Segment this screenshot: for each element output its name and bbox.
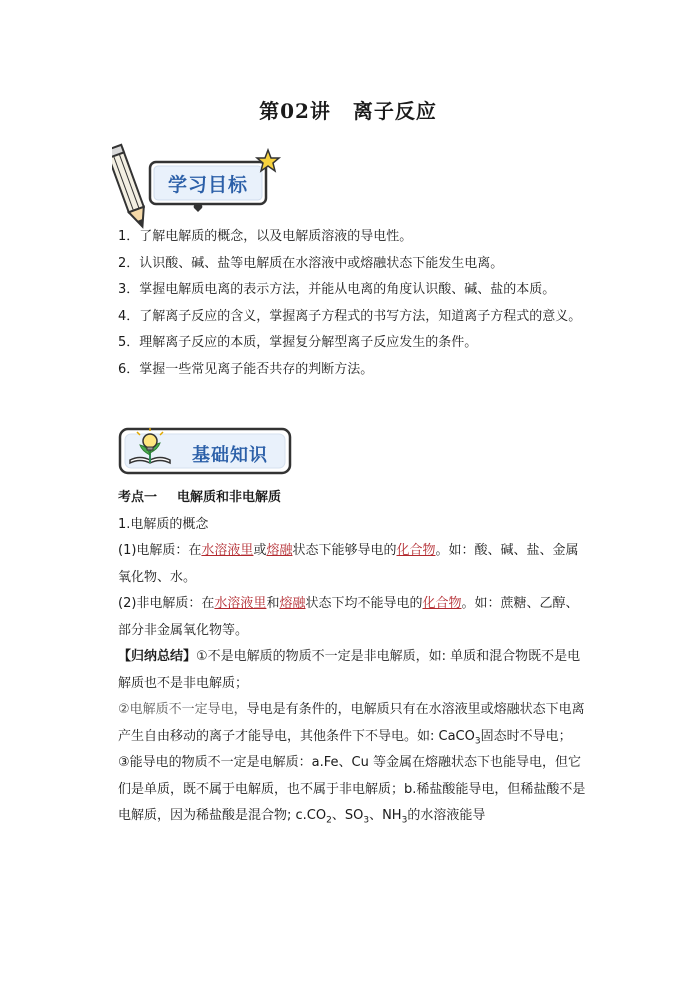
text-segment: (1)电解质：在: [118, 543, 202, 558]
text-segment: 固态时不导电；: [480, 728, 572, 744]
basics-badge: [118, 425, 294, 477]
objective-item: 1．了解电解质的概念，以及电解质溶液的导电性。: [118, 229, 413, 244]
lesson-topic: 离子反应: [352, 99, 437, 123]
summary-point-2: [118, 697, 588, 750]
subscript: 3: [401, 815, 408, 826]
key-point-heading: [118, 485, 588, 512]
objectives-list: [118, 224, 588, 383]
text-segment: ②电解质不一定导电，: [118, 702, 247, 717]
summary-label: 【归纳总结】: [118, 649, 197, 664]
keyword-underlined: 熔融: [279, 596, 306, 611]
nonelectrolyte-definition: [118, 591, 588, 644]
keyword-underlined: 水溶液里: [214, 596, 267, 611]
keyword-underlined: 水溶液里: [201, 543, 254, 558]
key-point-title: 电解质和非电解质: [177, 490, 282, 505]
keyword-underlined: 化合物: [422, 596, 462, 611]
text-segment: 。如：酸、碱、盐、金属氧化物、水。: [118, 543, 579, 585]
text-segment: 的水溶液能导: [407, 808, 486, 823]
objective-item: 5．理解离子反应的本质，掌握复分解型离子反应发生的条件。: [118, 335, 478, 350]
objective-item: 4．了解离子反应的含义，掌握离子方程式的书写方法，知道离子方程式的意义。: [118, 308, 582, 324]
objectives-badge: [112, 142, 282, 232]
subscript: 2: [326, 815, 332, 826]
text-segment: 和: [266, 596, 280, 611]
lesson-number: 第02讲: [259, 99, 331, 123]
text-segment: (2)非电解质：在: [118, 596, 215, 611]
summary-point-3: [118, 750, 588, 830]
summary-point-1: [118, 644, 588, 697]
electrolyte-definition: [118, 538, 588, 591]
subscript: 3: [474, 736, 481, 747]
text-segment: 。如：蔗糖、乙醇、部分非金属氧化物等。: [118, 596, 579, 638]
concept-heading: 1.电解质的概念: [118, 516, 209, 532]
text-segment: 状态下均不能导电的: [305, 596, 423, 611]
text-segment: 、NH: [369, 808, 402, 823]
text-segment: ③能导电的物质不一定是电解质：a.Fe、Cu 等金属在熔融状态下也能导电，但它们是单质，既不属于电解质，也不属于非电解质；b.稀盐酸能导电，但稀盐酸不是电解质，因为稀盐酸是混合物; c.CO: [118, 755, 586, 823]
subscript: 3: [363, 815, 370, 826]
text-segment: 或: [253, 543, 267, 558]
objective-item: 6．掌握一些常见离子能否共存的判断方法。: [118, 361, 374, 377]
content-body: [118, 485, 588, 830]
objective-item: 3．掌握电解质电离的表示方法，并能从电离的角度认识酸、碱、盐的本质。: [118, 282, 556, 297]
text-segment: 导电是有条件的，电解质只有在水溶液里或熔融状态下电离产生自由移动的离子才能导电，其他条件下不导电。如: CaCO: [118, 702, 585, 744]
objective-item: 2．认识酸、碱、盐等电解质在水溶液中或熔融状态下能发生电离。: [118, 255, 504, 271]
text-segment: ①不是电解质的物质不一定是非电解质，如: 单质和混合物既不是电解质也不是非电解质；: [118, 649, 581, 691]
text-segment: 状态下能够导电的: [292, 543, 397, 558]
keyword-underlined: 化合物: [396, 543, 436, 558]
key-point-label: 考点一: [118, 490, 158, 505]
text-segment: 、SO: [331, 808, 364, 823]
keyword-underlined: 熔融: [266, 543, 293, 558]
page-title: [0, 95, 696, 124]
basics-label: 基础知识: [192, 445, 268, 466]
objectives-label: 学习目标: [167, 174, 248, 196]
